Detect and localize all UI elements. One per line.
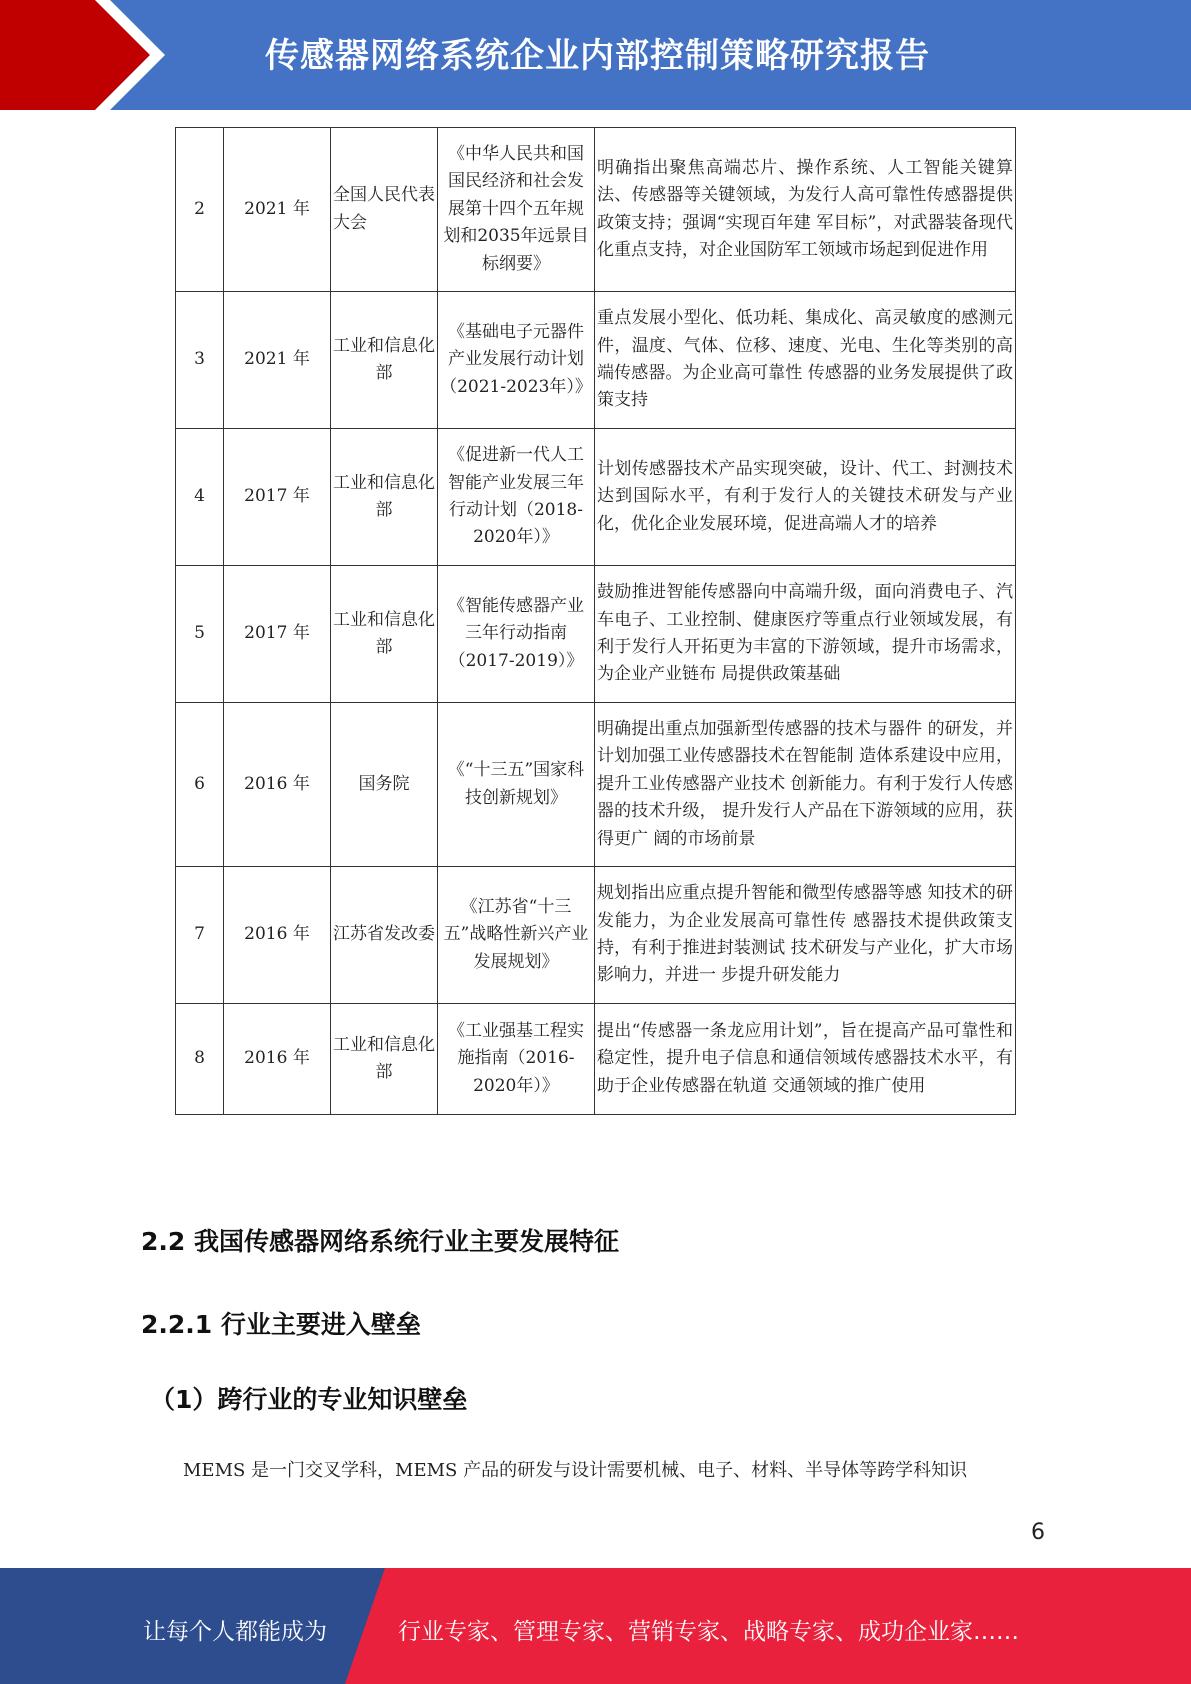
row-number: 5 [176, 566, 224, 703]
row-issuer: 国务院 [331, 703, 438, 867]
table-row [176, 703, 1016, 867]
table-row [176, 867, 1016, 1004]
row-number: 4 [176, 429, 224, 566]
row-description: 明确指出聚焦高端芯片、操作系统、人工智能关键算法、传感器等关键领域，为发行人高可靠性传感器提供政策支持；强调“实现百年建 军目标”，对武器装备现代化重点支持，对企业国防军工领域市场起到促进作用 [595, 128, 1016, 292]
row-document: 《工业强基工程实施指南（2016-2020年）》 [438, 1004, 595, 1115]
policy-table [175, 127, 1016, 1115]
table-row [176, 128, 1016, 292]
row-description: 提出“传感器一条龙应用计划”，旨在提高产品可靠性和稳定性，提升电子信息和通信领域传感器技术水平，有助于企业传感器在轨道 交通领域的推广使用 [595, 1004, 1016, 1115]
row-document: 《中华人民共和国国民经济和社会发展第十四个五年规划和2035年远景目标纲要》 [438, 128, 595, 292]
row-description: 明确提出重点加强新型传感器的技术与器件 的研发，并计划加强工业传感器技术在智能制 造体系建设中应用，提升工业传感器产业技术 创新能力。有利于发行人传感器的技术升级， 提升发行人产品在下游领域的应用，获得更广 阔的市场前景 [595, 703, 1016, 867]
row-number: 8 [176, 1004, 224, 1115]
row-number: 3 [176, 292, 224, 429]
row-document: 《江苏省“十三五”战略性新兴产业发展规划》 [438, 867, 595, 1004]
page-number: 6 [1031, 1520, 1045, 1545]
footer-slogan-left: 让每个人都能成为 [143, 1619, 327, 1645]
row-issuer: 工业和信息化部 [331, 1004, 438, 1115]
row-description: 重点发展小型化、低功耗、集成化、高灵敏度的感测元件，温度、气体、位移、速度、光电、生化等类别的高端传感器。为企业高可靠性 传感器的业务发展提供了政策支持 [595, 292, 1016, 429]
row-year: 2017 年 [224, 429, 331, 566]
row-number: 7 [176, 867, 224, 1004]
page-header [0, 0, 1191, 110]
row-document: 《基础电子元器件产业发展行动计划（2021-2023年）》 [438, 292, 595, 429]
row-year: 2017 年 [224, 566, 331, 703]
row-year: 2016 年 [224, 867, 331, 1004]
row-document: 《促进新一代人工智能产业发展三年行动计划（2018-2020年）》 [438, 429, 595, 566]
row-issuer: 工业和信息化部 [331, 566, 438, 703]
row-year: 2016 年 [224, 703, 331, 867]
table-row [176, 1004, 1016, 1115]
row-number: 2 [176, 128, 224, 292]
body-paragraph: MEMS 是一门交叉学科，MEMS 产品的研发与设计需要机械、电子、材料、半导体等跨学科知识 [183, 1460, 968, 1481]
row-issuer: 工业和信息化部 [331, 429, 438, 566]
row-issuer: 工业和信息化部 [331, 292, 438, 429]
row-document: 《“十三五”国家科技创新规划》 [438, 703, 595, 867]
table-row [176, 292, 1016, 429]
footer-slogan-right: 行业专家、管理专家、营销专家、战略专家、成功企业家…… [398, 1619, 1019, 1645]
row-year: 2016 年 [224, 1004, 331, 1115]
row-number: 6 [176, 703, 224, 867]
subheading-knowledge-barrier: （1）跨行业的专业知识壁垒 [150, 1385, 468, 1414]
row-year: 2021 年 [224, 128, 331, 292]
page-footer [0, 1568, 1191, 1684]
row-issuer: 江苏省发改委 [331, 867, 438, 1004]
row-year: 2021 年 [224, 292, 331, 429]
table-row [176, 566, 1016, 703]
header-title: 传感器网络系统企业内部控制策略研究报告 [265, 36, 930, 76]
section-heading-2-2: 2.2 我国传感器网络系统行业主要发展特征 [141, 1227, 619, 1256]
subsection-heading-2-2-1: 2.2.1 行业主要进入壁垒 [141, 1310, 421, 1339]
table-row [176, 429, 1016, 566]
row-description: 计划传感器技术产品实现突破，设计、代工、封测技术达到国际水平，有利于发行人的关键技术研发与产业化，优化企业发展环境，促进高端人才的培养 [595, 429, 1016, 566]
row-description: 鼓励推进智能传感器向中高端升级，面向消费电子、汽车电子、工业控制、健康医疗等重点行业领域发展，有利于发行人开拓更为丰富的下游领域，提升市场需求，为企业产业链布 局提供政策基础 [595, 566, 1016, 703]
row-description: 规划指出应重点提升智能和微型传感器等感 知技术的研发能力，为企业发展高可靠性传 感器技术提供政策支持，有利于推进封装测试 技术研发与产业化，扩大市场影响力，并进一 步提升研发能力 [595, 867, 1016, 1004]
row-issuer: 全国人民代表大会 [331, 128, 438, 292]
row-document: 《智能传感器产业三年行动指南（2017-2019）》 [438, 566, 595, 703]
